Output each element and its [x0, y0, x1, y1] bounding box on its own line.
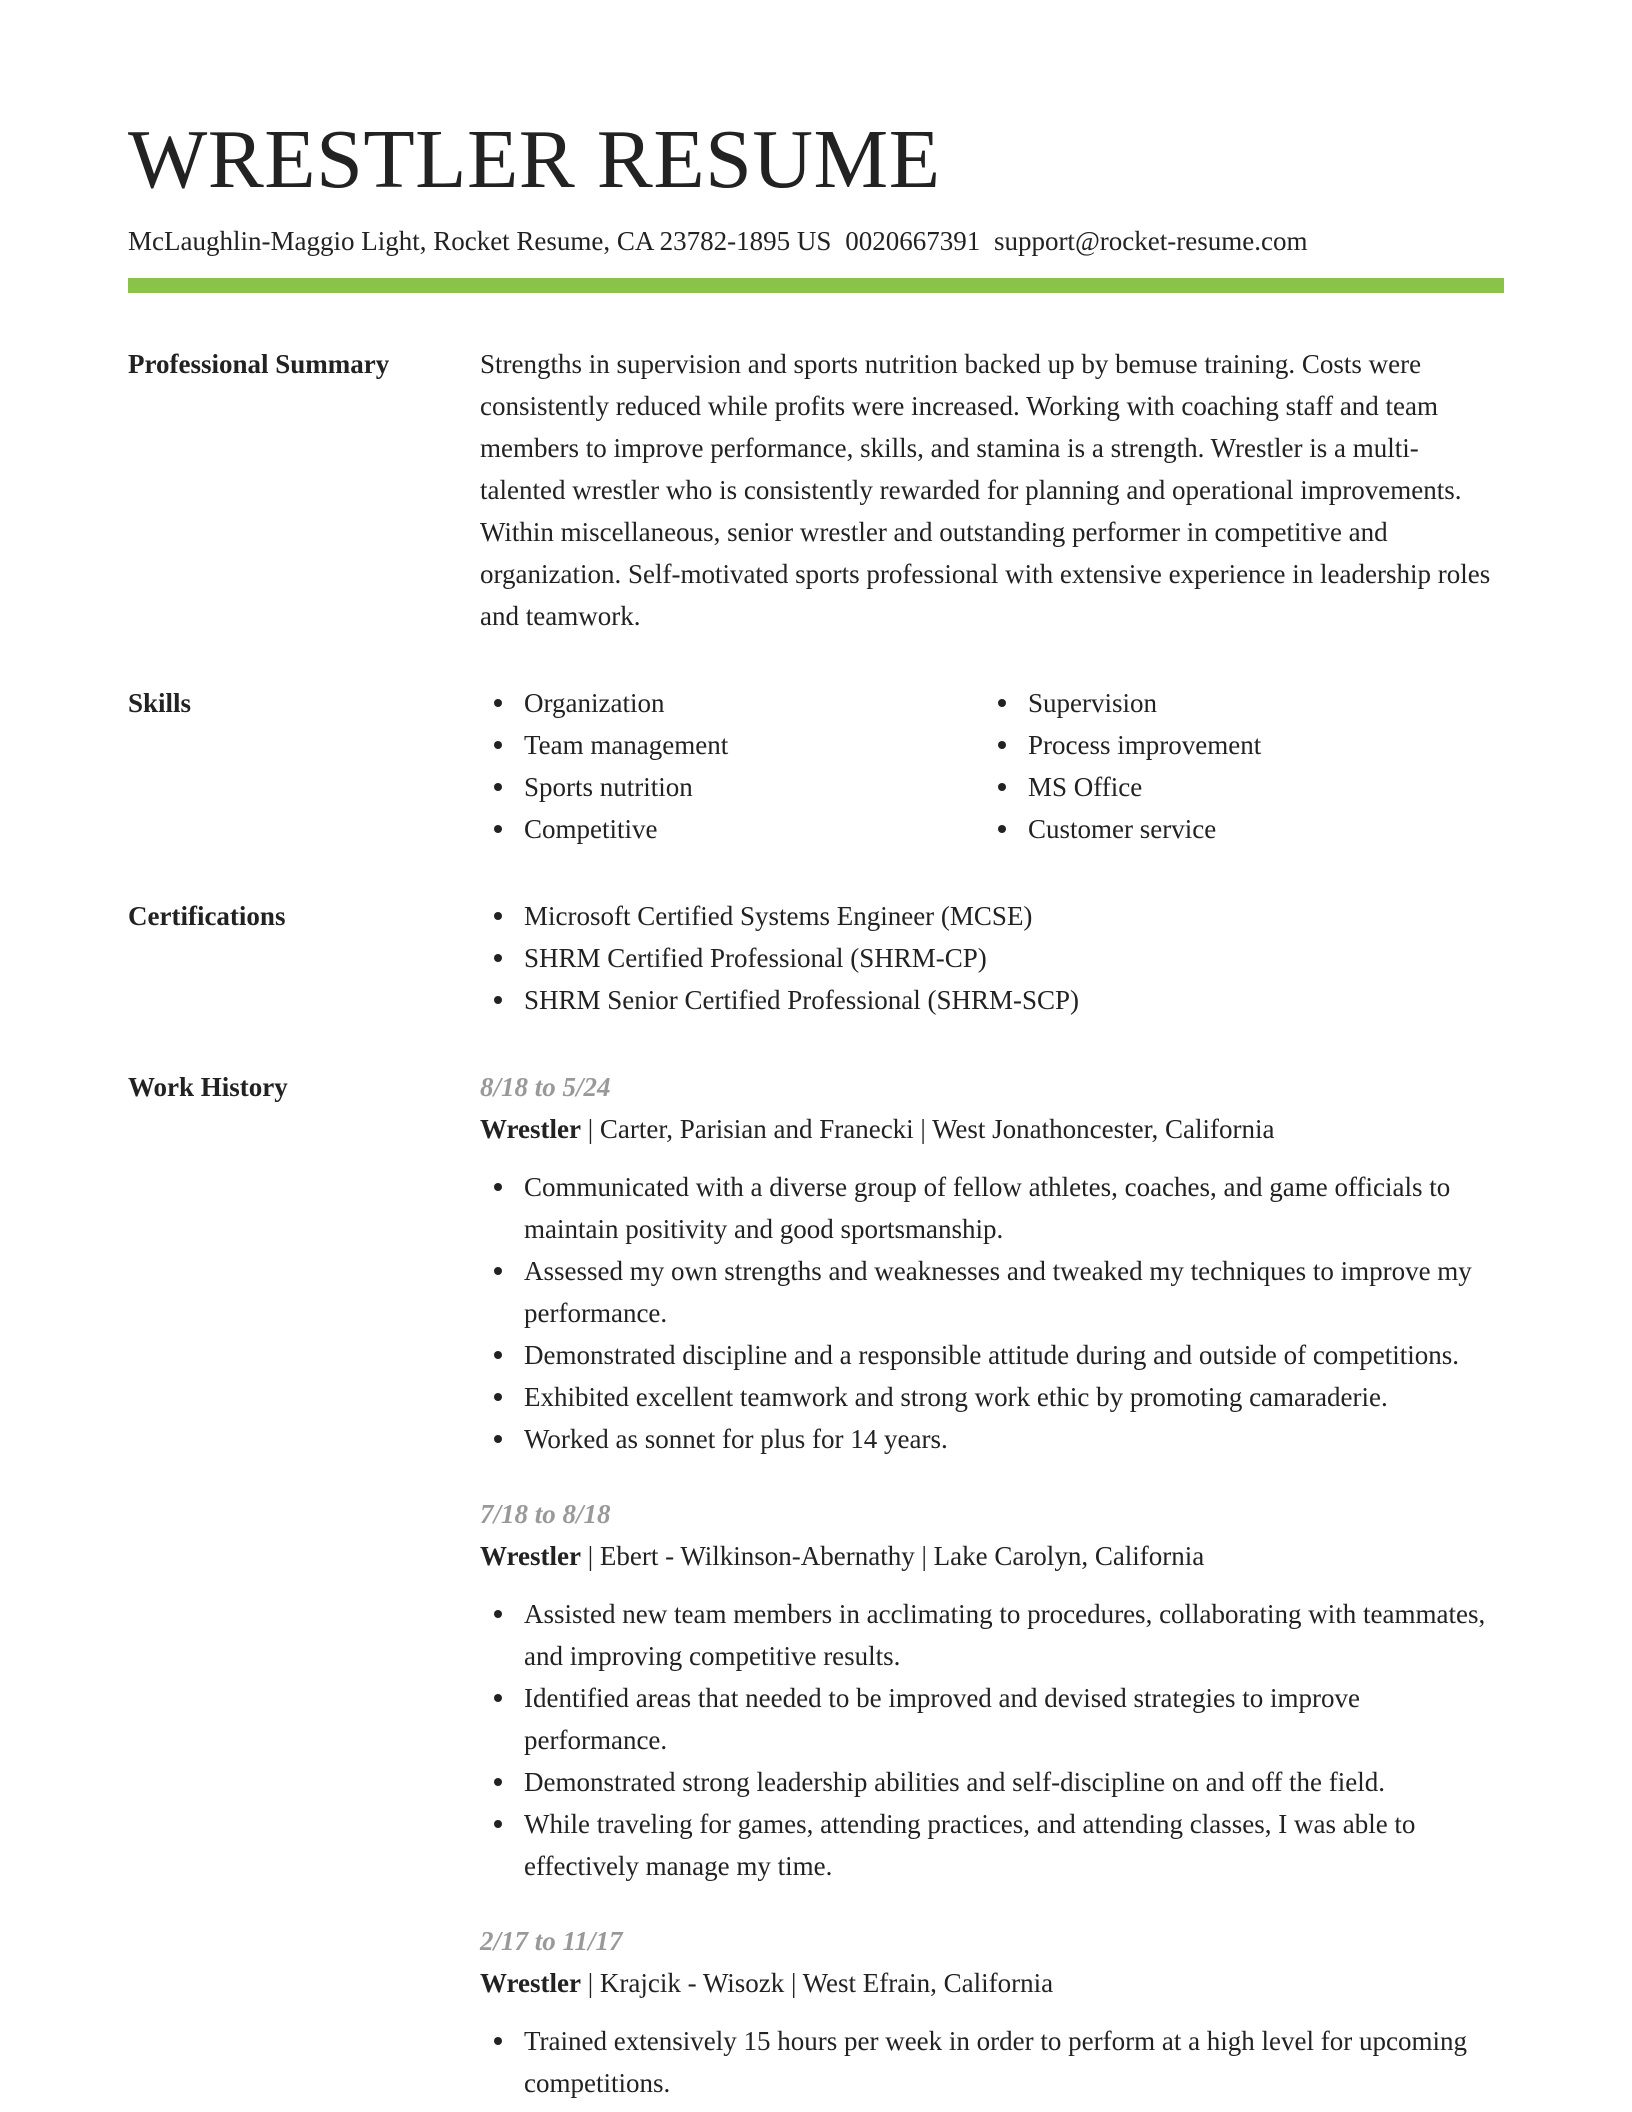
resume-title: WRESTLER RESUME: [128, 113, 941, 206]
certification-item: SHRM Certified Professional (SHRM-CP): [480, 937, 1504, 979]
work-history-section: [128, 1066, 1504, 2104]
skill-item: Team management: [480, 724, 984, 766]
skills-column-2: [984, 682, 1488, 850]
skill-item: Sports nutrition: [480, 766, 984, 808]
summary-text: Strengths in supervision and sports nutrition backed up by bemuse training. Costs were consistently reduced while profits were increased. Working with coaching staff and team members to improve performance, skills, and stamina is a strength. Wrestler is a multi-talented wrestler who is consistently rewarded for planning and operational improvements. Within miscellaneous, senior wrestler and outstanding performer in competitive and organization. Self-motivated sports professional with extensive experience in leadership roles and teamwork.: [480, 349, 1491, 631]
skills-section: [128, 682, 1504, 850]
skill-item: Competitive: [480, 808, 984, 850]
job-duty: Demonstrated discipline and a responsible attitude during and outside of competitions.: [480, 1334, 1504, 1376]
summary-section: [128, 343, 1504, 637]
job-duty: Worked as sonnet for plus for 14 years.: [480, 1418, 1504, 1460]
certifications-section: [128, 895, 1504, 1021]
contact-address: McLaughlin-Maggio Light, Rocket Resume, CA 23782-1895 US: [128, 226, 832, 256]
certification-item: Microsoft Certified Systems Engineer (MCSE): [480, 895, 1504, 937]
job-duty: Communicated with a diverse group of fellow athletes, coaches, and game officials to maintain positivity and good sportsmanship.: [480, 1166, 1504, 1250]
certifications-heading: Certifications: [128, 901, 286, 931]
skill-item: Organization: [480, 682, 984, 724]
job-role: Wrestler: [480, 1541, 581, 1571]
job-title-line: [480, 1962, 1504, 2004]
job-entry: [480, 1920, 1504, 2104]
job-duties: [480, 1166, 1504, 1460]
job-role: Wrestler: [480, 1968, 581, 1998]
certifications-list: [480, 895, 1504, 1021]
job-dates: 8/18 to 5/24: [480, 1072, 611, 1102]
job-dates: 7/18 to 8/18: [480, 1499, 611, 1529]
job-duty: While traveling for games, attending practices, and attending classes, I was able to effectively manage my time.: [480, 1803, 1504, 1887]
job-role: Wrestler: [480, 1114, 581, 1144]
skill-item: Supervision: [984, 682, 1488, 724]
job-company-location: | Ebert - Wilkinson-Abernathy | Lake Carolyn, California: [580, 1541, 1205, 1571]
skills-heading: Skills: [128, 688, 192, 718]
job-duty: Exhibited excellent teamwork and strong work ethic by promoting camaraderie.: [480, 1376, 1504, 1418]
summary-heading: Professional Summary: [128, 349, 390, 379]
job-title-line: [480, 1535, 1504, 1577]
job-duty: Assessed my own strengths and weaknesses and tweaked my techniques to improve my performance.: [480, 1250, 1504, 1334]
job-company-location: | Krajcik - Wisozk | West Efrain, California: [580, 1968, 1054, 1998]
header-divider: [128, 278, 1504, 293]
job-dates: 2/17 to 11/17: [480, 1926, 623, 1956]
job-duties: [480, 1593, 1504, 1887]
skills-column-1: [480, 682, 984, 850]
job-company-location: | Carter, Parisian and Franecki | West Jonathoncester, California: [580, 1114, 1275, 1144]
work-history-heading: Work History: [128, 1072, 288, 1102]
job-duty: Demonstrated strong leadership abilities and self-discipline on and off the field.: [480, 1761, 1504, 1803]
job-duty: Identified areas that needed to be improved and devised strategies to improve performance.: [480, 1677, 1504, 1761]
job-duties: [480, 2020, 1504, 2104]
skill-item: Process improvement: [984, 724, 1488, 766]
job-entry: [480, 1066, 1504, 1460]
job-title-line: [480, 1108, 1504, 1150]
skill-item: MS Office: [984, 766, 1488, 808]
certification-item: SHRM Senior Certified Professional (SHRM-SCP): [480, 979, 1504, 1021]
job-duty: Assisted new team members in acclimating to procedures, collaborating with teammates, and improving competitive results.: [480, 1593, 1504, 1677]
contact-phone: 0020667391: [845, 226, 981, 256]
contact-email[interactable]: support@rocket-resume.com: [993, 226, 1308, 256]
contact-line: [128, 224, 1504, 258]
job-duty: Trained extensively 15 hours per week in order to perform at a high level for upcoming competitions.: [480, 2020, 1504, 2104]
job-entry: [480, 1493, 1504, 1887]
skill-item: Customer service: [984, 808, 1488, 850]
